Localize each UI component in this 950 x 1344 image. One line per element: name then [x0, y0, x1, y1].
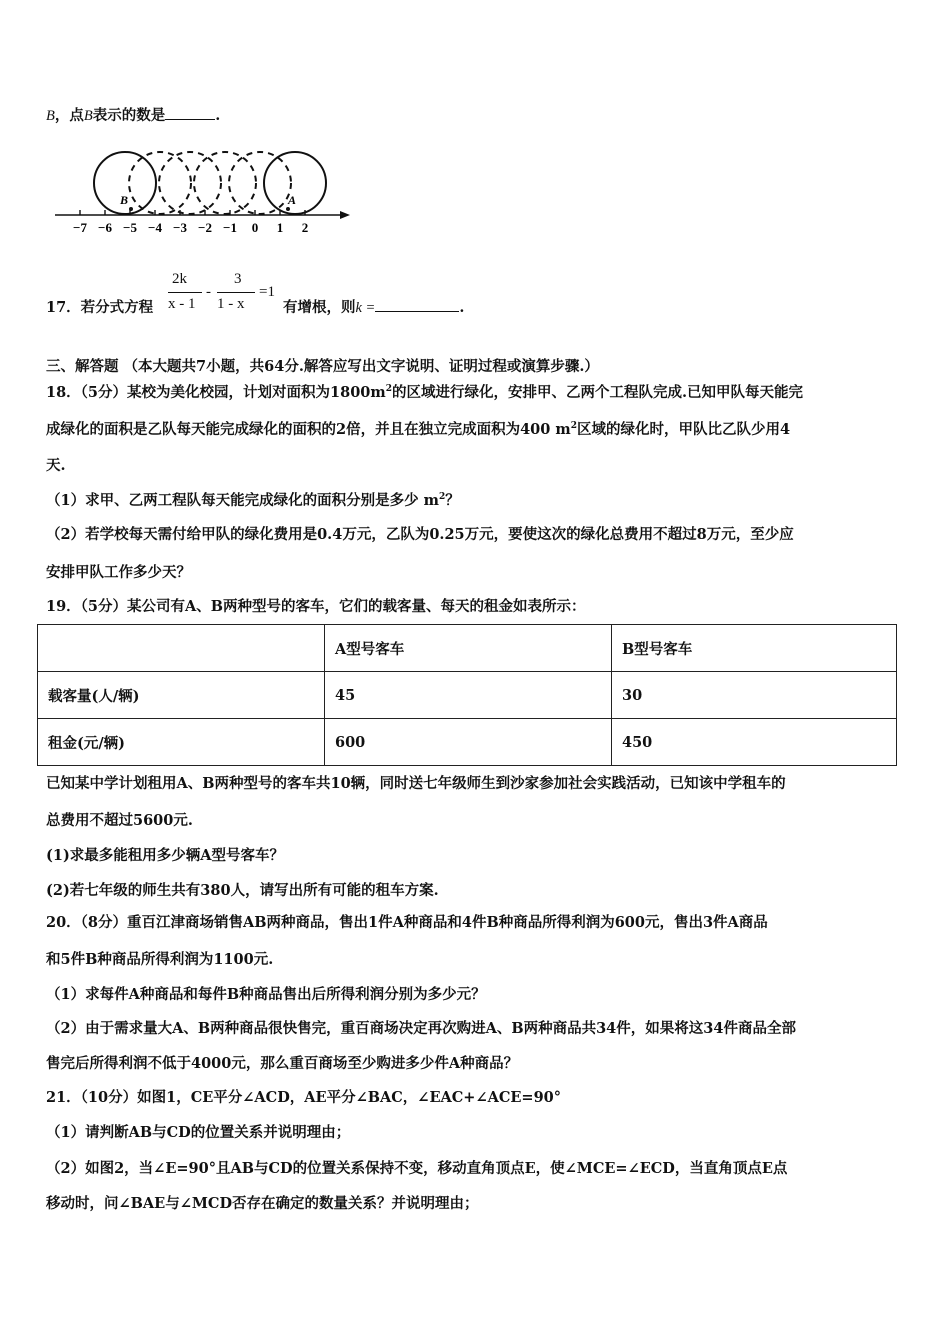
- q20-line-1: 20．（8分）重百江津商场销售AB两种商品，售出1件A种商品和4件B种商品所得利润为600元，售出3件A商品: [46, 914, 768, 931]
- q17-frac1-denominator: x - 1: [168, 296, 196, 312]
- q21-sub-1: （1）请判断AB与CD的位置关系并说明理由；: [46, 1124, 351, 1141]
- q16-text-2: 表示的数是: [92, 107, 166, 124]
- bus-rental-table: [37, 624, 897, 766]
- table-cell: 450: [612, 719, 897, 766]
- q17-answer-blank: [375, 297, 459, 312]
- q19-sub-1: (1)求最多能租用多少辆A型号客车？: [46, 847, 285, 864]
- circle-dashed-4: [229, 152, 291, 214]
- q17-frac2-denominator: 1 - x: [217, 296, 245, 312]
- q18-sub-1: [46, 489, 460, 510]
- q16-var-b: B: [83, 108, 93, 124]
- tick-label: 2: [301, 220, 309, 235]
- q18-line-2a: 成绿化的面积是乙队每天能完成绿化的面积的2倍，并且在独立完成面积为400 m: [46, 421, 571, 438]
- q16-line: [46, 104, 220, 125]
- q18-sub-2-line-1: （2）若学校每天需付给甲队的绿化费用是0.4万元，乙队为0.25万元，要使这次的绿化总费用不超过8万元，至少应: [46, 526, 794, 543]
- q17-frac1-bar: [168, 292, 202, 293]
- q16-text-1: ，点: [54, 107, 84, 124]
- tick-label: 1: [276, 220, 284, 235]
- table-header-cell: [38, 625, 325, 672]
- tick-label: −4: [148, 220, 162, 235]
- point-label-b: B: [120, 193, 129, 207]
- q20-sub-2-line-2: 售完后所得利润不低于4000元，那么重百商场至少购进多少件A种商品？: [46, 1055, 519, 1072]
- q18-sup-1: 2: [385, 384, 392, 395]
- tick-label: −2: [198, 220, 212, 235]
- q17-frac2-numerator: 3: [234, 271, 242, 287]
- q17-equals: =1: [259, 284, 275, 300]
- q21-sub-2-line-2: 移动时，问∠BAE与∠MCD否存在确定的数量关系？并说明理由；: [46, 1195, 479, 1212]
- tick-label: 0: [251, 220, 259, 235]
- table-row: [38, 719, 897, 766]
- table-header-row: [38, 625, 897, 672]
- tick-label: −7: [73, 220, 87, 235]
- point-label-a: A: [288, 193, 297, 207]
- q17-end: .: [459, 299, 465, 316]
- table-cell: 45: [325, 672, 612, 719]
- q19-lead: 19．（5分）某公司有A、B两种型号的客车，它们的载客量、每天的租金如表所示：: [46, 598, 586, 615]
- q18-sub-1a: （1）求甲、乙两工程队每天能完成绿化的面积分别是多少 m: [46, 492, 439, 509]
- q21-sub-2-line-1: （2）如图2，当∠E=90°且AB与CD的位置关系保持不变，移动直角顶点E，使∠MCE=∠ECD，当直角顶点E点: [46, 1160, 788, 1177]
- tick-label: −3: [173, 220, 187, 235]
- table-cell: 30: [612, 672, 897, 719]
- q18-sup-2: 2: [570, 421, 578, 432]
- q16-end: .: [215, 107, 221, 124]
- tick-label: −1: [223, 220, 237, 235]
- circle-dashed-3: [194, 152, 256, 214]
- section-3-title: 三、解答题 （本大题共7小题，共64分.解答应写出文字说明、证明过程或演算步骤.）: [46, 358, 599, 375]
- q17-frac1-numerator: 2k: [172, 271, 187, 287]
- table-cell: 租金(元/辆): [38, 719, 325, 766]
- table-cell: 600: [325, 719, 612, 766]
- q21-line-1: 21．（10分）如图1，CE平分∠ACD，AE平分∠BAC，∠EAC+∠ACE=90°: [46, 1089, 562, 1106]
- q20-line-2: 和5件B种商品所得利润为1100元.: [46, 951, 274, 968]
- q17-minus: -: [206, 284, 211, 300]
- table-header-cell: A型号客车: [325, 625, 612, 672]
- table-header-cell: B型号客车: [612, 625, 897, 672]
- q17-var: k =: [355, 300, 376, 316]
- q17-after: 有增根，则: [283, 299, 356, 316]
- q18-sub-1b: ？: [445, 492, 460, 509]
- q19-after-line-1: 已知某中学计划租用A、B两种型号的客车共10辆，同时送七年级师生到沙家参加社会实践活动，已知该中学租车的: [46, 775, 786, 792]
- q20-sub-1: （1）求每件A种商品和每件B种商品售出后所得利润分别为多少元？: [46, 986, 486, 1003]
- table-cell: 载客量(人/辆): [38, 672, 325, 719]
- q18-line-1: [46, 381, 803, 402]
- circle-dashed-1: [129, 152, 191, 214]
- q17-tail: [283, 296, 464, 317]
- q18-sup-3: 2: [438, 492, 446, 503]
- q18-line-3: 天.: [46, 457, 66, 474]
- q18-line-1a: 18．（5分）某校为美化校园，计划对面积为1800m: [46, 384, 386, 401]
- q19-after-line-2: 总费用不超过5600元.: [46, 812, 193, 829]
- q18-line-2: [46, 418, 790, 439]
- q17-lead: 17．若分式方程: [46, 299, 154, 316]
- q19-sub-2: (2)若七年级的师生共有380人，请写出所有可能的租车方案.: [46, 882, 439, 899]
- q18-line-1b: 的区域进行绿化，安排甲、乙两个工程队完成.已知甲队每天能完: [391, 384, 804, 401]
- table-row: [38, 672, 897, 719]
- tick-label: −5: [123, 220, 137, 235]
- q16-answer-blank: [165, 105, 215, 120]
- tick-label: −6: [98, 220, 112, 235]
- number-line-arrow: [340, 211, 350, 219]
- point-b-dot: [129, 207, 133, 211]
- q17-frac2-bar: [217, 292, 255, 293]
- q20-sub-2-line-1: （2）由于需求量大A、B两种商品很快售完，重百商场决定再次购进A、B两种商品共34件，如果将这34件商品全部: [46, 1020, 796, 1037]
- point-a-dot: [286, 207, 290, 211]
- q18-sub-2-line-2: 安排甲队工作多少天？: [46, 564, 191, 581]
- number-line-figure: [50, 140, 360, 240]
- q16-var-b-prefix: B: [46, 108, 55, 124]
- q18-line-2b: 区域的绿化时，甲队比乙队少用4: [577, 421, 791, 438]
